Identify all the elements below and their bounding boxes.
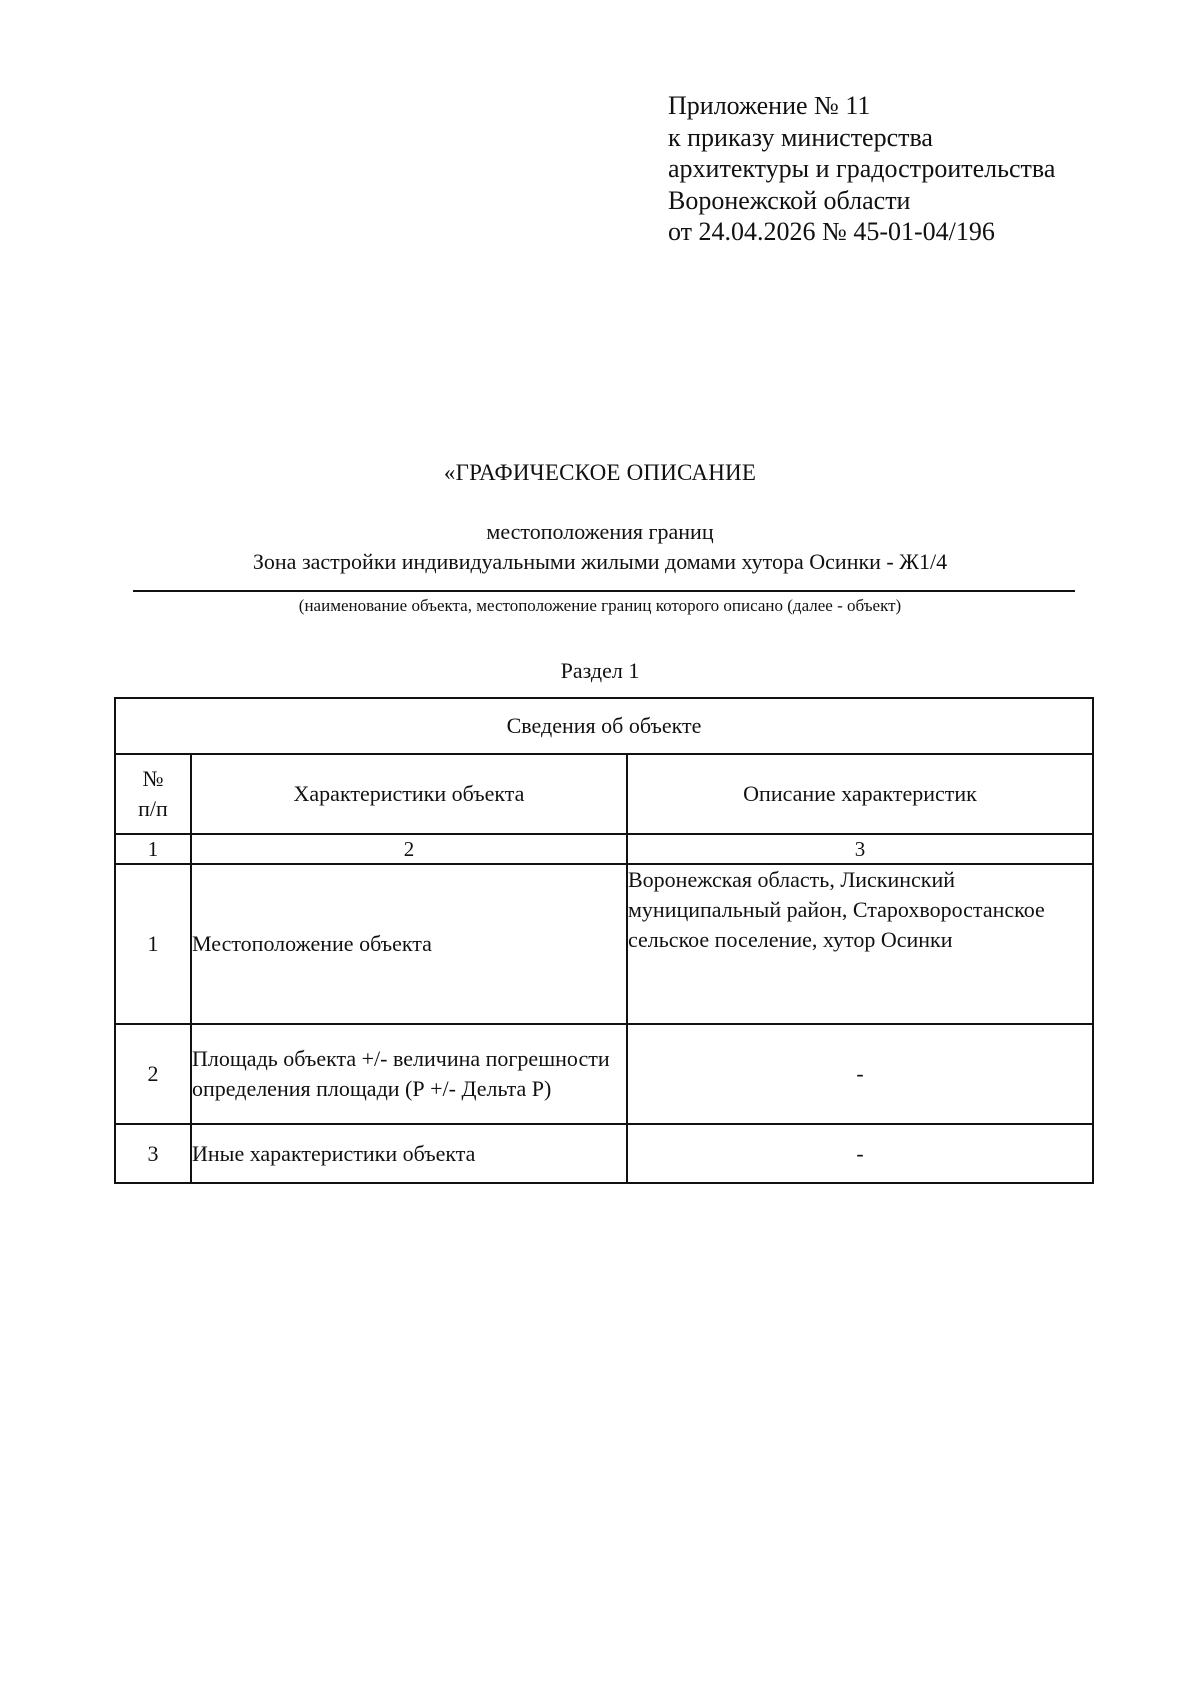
number-abbrev: п/п — [138, 796, 168, 821]
object-caption: (наименование объекта, местоположение границ которого описано (далее - объект) — [298, 596, 902, 615]
section-label: Раздел 1 — [560, 658, 640, 683]
row-value: - — [627, 1124, 1093, 1183]
row-label: Площадь объекта +/- величина погрешности определения площади (Р +/- Дельта Р) — [191, 1024, 627, 1124]
column-number: 3 — [627, 834, 1093, 864]
appendix-line: Воронежской области — [668, 185, 911, 215]
object-name: Зона застройки индивидуальными жилыми домами хутора Осинки - Ж1/4 — [252, 549, 948, 574]
column-header-description: Описание характеристик — [627, 754, 1093, 834]
column-header-characteristics: Характеристики объекта — [191, 754, 627, 834]
document-title: «ГРАФИЧЕСКОЕ ОПИСАНИЕ — [443, 460, 757, 485]
table-row — [115, 1124, 1093, 1183]
table-title: Сведения об объекте — [115, 698, 1093, 754]
row-number: 1 — [115, 864, 191, 1024]
appendix-line: Приложение № 11 — [668, 91, 871, 120]
column-number-row — [115, 834, 1093, 864]
column-number: 1 — [115, 834, 191, 864]
row-number: 3 — [115, 1124, 191, 1183]
appendix-block — [668, 90, 1188, 248]
column-header-row — [115, 754, 1093, 834]
row-value: Воронежская область, Лискинский муниципальный район, Старохворостанское сельское поселение, хутор Осинки — [627, 864, 1093, 1024]
object-info-table — [114, 697, 1094, 1184]
document-subtitle — [0, 517, 1200, 577]
table-row — [115, 864, 1093, 1024]
appendix-line: к приказу министерства — [668, 122, 933, 152]
underline-divider — [133, 590, 1075, 592]
row-label: Местоположение объекта — [191, 864, 627, 1024]
table-row — [115, 1024, 1093, 1124]
appendix-line: архитектуры и градостроительства — [668, 154, 1056, 183]
subtitle-line: местоположения границ — [486, 519, 714, 544]
column-header-number — [115, 754, 191, 834]
row-number: 2 — [115, 1024, 191, 1124]
column-number: 2 — [191, 834, 627, 864]
row-label: Иные характеристики объекта — [191, 1124, 627, 1183]
row-value: - — [627, 1024, 1093, 1124]
number-sign: № — [142, 766, 164, 791]
appendix-line: от 24.04.2026 № 45-01-04/196 — [668, 217, 995, 246]
